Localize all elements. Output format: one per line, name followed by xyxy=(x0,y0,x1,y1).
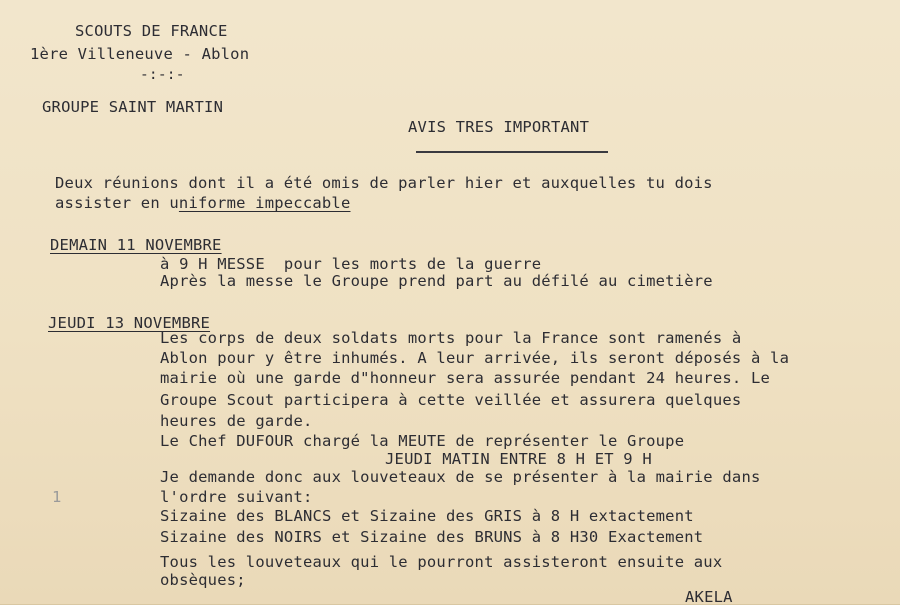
uniform-emphasis: niforme impeccable xyxy=(178,194,351,212)
jeudi-line: Sizaine des NOIRS et Sizaine des BRUNS à 8 H30 Exactement xyxy=(160,528,704,546)
intro-line-2 xyxy=(55,194,351,212)
jeudi-line: Groupe Scout participera à cette veillée et assurera quelques xyxy=(160,391,742,409)
margin-number: 1 xyxy=(52,488,62,506)
jeudi-line: Tous les louveteaux qui le pourront assisteront ensuite aux xyxy=(160,553,723,571)
demain-line: Après la messe le Groupe prend part au défilé au cimetière xyxy=(160,272,713,290)
demain-line: à 9 H MESSE pour les morts de la guerre xyxy=(160,255,542,273)
intro-line-2-prefix: assister en u xyxy=(55,194,179,212)
jeudi-line: Ablon pour y être inhumés. A leur arrivée, ils seront déposés à la xyxy=(160,349,790,367)
jeudi-line: JEUDI MATIN ENTRE 8 H ET 9 H xyxy=(385,450,652,468)
heading-demain: DEMAIN 11 NOVEMBRE xyxy=(50,236,222,254)
jeudi-line: heures de garde. xyxy=(160,412,313,430)
intro-line-1: Deux réunions dont il a été omis de parler hier et auxquelles tu dois xyxy=(55,174,713,192)
group-name: GROUPE SAINT MARTIN xyxy=(42,98,224,116)
jeudi-line: mairie où une garde d"honneur sera assurée pendant 24 heures. Le xyxy=(160,369,771,387)
title-rule xyxy=(416,151,608,153)
header-ornament: -:-:- xyxy=(140,67,185,83)
heading-jeudi: JEUDI 13 NOVEMBRE xyxy=(48,314,211,332)
jeudi-line: l'ordre suivant: xyxy=(160,488,313,506)
jeudi-line: obsèques; xyxy=(160,571,246,589)
jeudi-line: Le Chef DUFOUR chargé la MEUTE de représenter le Groupe xyxy=(160,432,685,450)
jeudi-line: Les corps de deux soldats morts pour la France sont ramenés à xyxy=(160,329,742,347)
jeudi-line: Je demande donc aux louveteaux de se présenter à la mairie dans xyxy=(160,468,761,486)
signature: AKELA xyxy=(685,588,733,606)
jeudi-line: Sizaine des BLANCS et Sizaine des GRIS à 8 H extactement xyxy=(160,507,694,525)
unit-name: 1ère Villeneuve - Ablon xyxy=(30,45,250,63)
notice-title: AVIS TRES IMPORTANT xyxy=(408,118,590,136)
org-name: SCOUTS DE FRANCE xyxy=(75,22,228,40)
